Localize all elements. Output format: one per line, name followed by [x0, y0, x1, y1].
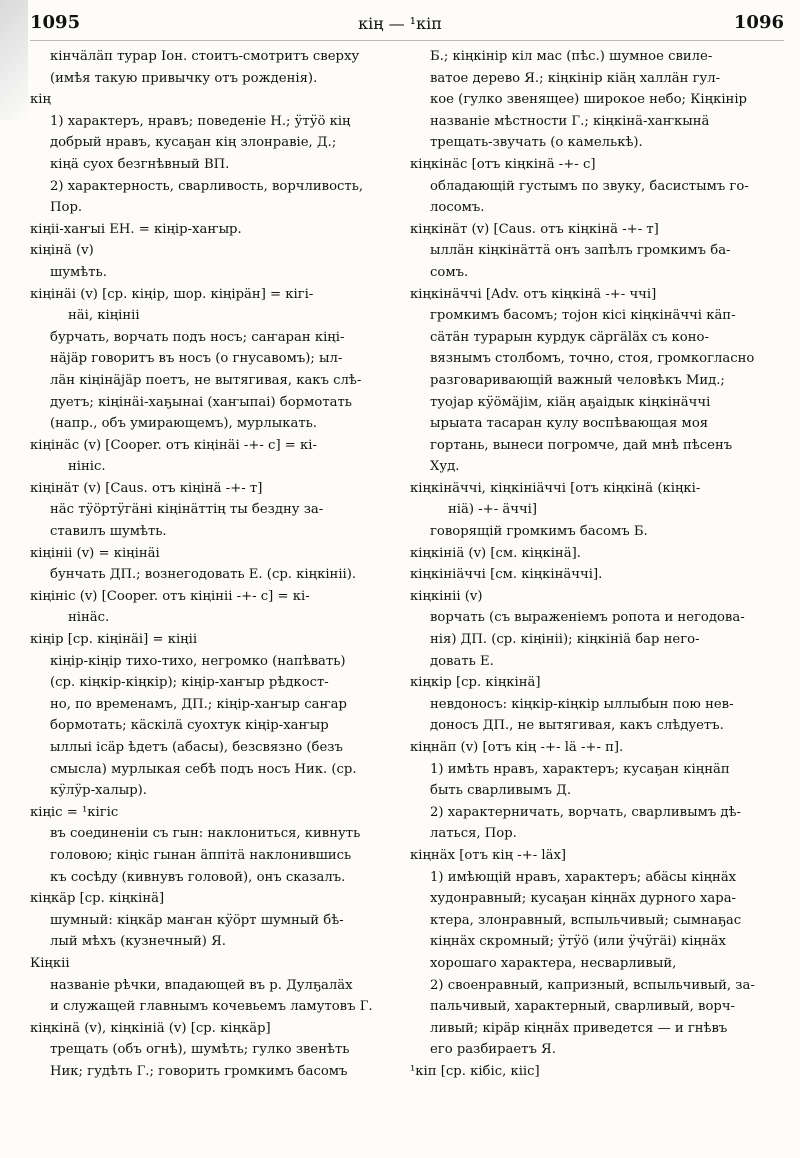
entry-text-line: ватое дерево Я.; кiңкiнiр кiäң халлäн гул- — [430, 70, 721, 86]
entry-text-line: сомъ. — [430, 264, 469, 280]
entry-text-line: шумѣть. — [50, 264, 107, 280]
entry-text-line: доносъ ДП., не вытягивая, какъ слѣдуетъ. — [430, 718, 724, 734]
page-number-left: 1095 — [30, 12, 81, 33]
entry-headword-line: кiңiнiс (v) [Cooper. отъ кiңiнii -+- с] = кi- — [30, 588, 310, 604]
entry-text-line: въ соединеніи съ гын: наклониться, кивнуть — [50, 826, 361, 842]
running-title: кiң — ¹кiп — [358, 14, 442, 33]
entry-headword-line: кiңкiнiäччi [см. кiңкiнäччi]. — [410, 567, 603, 583]
entry-text-line: кiңä суох безгнѣвный ВП. — [50, 156, 230, 172]
entry-headword-line: кiңiнä (v) — [30, 243, 94, 259]
entry-headword-line: кiңiнii (v) = кiңiнäi — [30, 545, 160, 561]
entry-text-line: бормотать; кäскiлä суохтук кiңiр-хаҥыр — [50, 718, 329, 734]
entry-text-line: Пор. — [50, 200, 83, 216]
entry-headword-line: кiңнäх [отъ кiң -+- läх] — [410, 847, 567, 863]
entry-text-line: кiнчäлäп турар Іон. стоитъ-смотритъ сверху — [50, 49, 360, 64]
entry-text-line: но, по временамъ, ДП.; кiңiр-хаҥыр саҥар — [50, 696, 347, 712]
entry-text-line: къ сосѣду (кивнувъ головой), онъ сказалъ. — [50, 869, 346, 885]
entry-text-line: нiнiс. — [68, 459, 106, 475]
entry-headword-line: кiңiнäс (v) [Cooper. отъ кiңiнäi -+- с] = кi- — [30, 437, 317, 453]
entry-text-line: нiä) -+- äччi] — [448, 502, 538, 518]
entry-text-line: 2) характерность, сварливость, ворчливость, — [50, 178, 364, 194]
entry-text-line: смысла) мурлыкая себѣ подъ носъ Ник. (ср. — [50, 761, 357, 777]
entry-text-line: ктера, злонравный, вспыльчивый; сымнаҕас — [430, 912, 742, 928]
entry-headword-line: кiңiс = ¹кiгiс — [30, 804, 119, 820]
entry-text-line: (имѣя такую привычку отъ рожденія). — [50, 70, 318, 86]
header-rule — [30, 40, 784, 41]
entry-text-line: Ник; гудѣть Г.; говорить громкимъ басомъ — [50, 1063, 348, 1079]
entry-text-line: и служащей главнымъ кочевьемъ ламутовъ Г. — [50, 999, 373, 1015]
entry-text-line: шумный: кiңкäр маҥан кӱöрт шумный бѣ- — [50, 912, 344, 928]
entry-text-line: ыллыi iсäр ѣдетъ (абасы), безсвязно (безъ — [50, 740, 343, 755]
entry-text-line: (напр., объ умирающемъ), мурлыкать. — [50, 416, 318, 432]
entry-text-line: его разбираетъ Я. — [430, 1042, 556, 1058]
entry-text-line: ливый; кiрäр кiңнäх приведется — и гнѣвъ — [430, 1020, 728, 1036]
entry-headword-line: кiңкiнäт (v) [Caus. отъ кiңкiнä -+- т] — [410, 221, 659, 237]
entry-text-line: 2) своенравный, капризный, вспыльчивый, за- — [430, 977, 755, 993]
entry-text-line: лый мѣхъ (кузнечный) Я. — [50, 934, 226, 950]
entry-text-line: бунчать ДП.; вознегодовать Е. (ср. кiңкiнii). — [50, 567, 357, 583]
entry-text-line: вязнымъ столбомъ, точно, стоя, громкогласно — [430, 351, 755, 367]
entry-text-line: лäн кiңiнäjäр поетъ, не вытягивая, какъ слѣ- — [50, 372, 362, 388]
entry-text-line: дуетъ; кiңiнäi-хаҕынаi (хаҥыпаi) бормотать — [50, 394, 352, 410]
entry-text-line: кiңнäх скромный; ӱтӱö (или ӱчӱгäi) кiңнäх — [430, 934, 726, 950]
entry-text-line: нія) ДП. (ср. кiңiнii); кiңкiнiä бар него- — [430, 632, 700, 648]
entry-text-line: названіе рѣчки, впадающей въ р. Дулҕалäх — [50, 977, 353, 993]
entry-text-line: ыллäн кiңкiнäттä онъ запѣлъ громкимъ ба- — [430, 243, 731, 259]
entry-text-line: нäс тӱöртӱгäні кiңiнäттiң ты бездну за- — [50, 502, 324, 518]
entry-headword-line: кiңкiнäччi, кiңкiнiäччi [отъ кiңкiнä (кiңкi- — [410, 480, 701, 496]
entry-headword-line: кiңкiр [ср. кiңкiнä] — [410, 675, 541, 691]
entry-headword-line: кiңii-хаҥыi ЕН. = кiңiр-хаҥыр. — [30, 221, 242, 237]
entry-text-line: кӱлӱр-халыр). — [50, 783, 147, 799]
entry-text-line: латься, Пор. — [430, 826, 517, 842]
entry-text-line: нäjäр говоритъ въ носъ (о гнусавомъ); ыл- — [50, 351, 343, 367]
entry-text-line: худонравный; кусаҕан кiңнäх дурного хара- — [430, 891, 737, 907]
entry-headword-line: кiңкiнiä (v) [см. кiңкiнä]. — [410, 545, 581, 561]
entry-text-line: хорошаго характера, несварливый, — [430, 955, 677, 971]
entry-text-line: кiңiр-кiңiр тихо-тихо, негромко (напѣвать) — [50, 653, 346, 669]
entry-text-line: кое (гулко звенящее) широкое небо; Кiңкiнiр — [430, 92, 747, 108]
entry-text-line: добрый нравъ, кусаҕан кiң злонравіе, Д.; — [50, 135, 337, 151]
entry-text-line: бурчать, ворчать подъ носъ; саҥаран кiңi- — [50, 329, 345, 345]
entry-text-line: сäтäн турарын курдук сäргäläх съ коно- — [430, 329, 709, 345]
entry-headword-line: кiң — [30, 92, 51, 108]
entry-headword-line: кiңкiнäс [отъ кiңкiнä -+- с] — [410, 156, 596, 172]
entry-text-line: 1) имѣющiй нравъ, характеръ; абäсы кiңнäх — [430, 869, 737, 885]
entry-headword-line: кiңкiнäччi [Adv. отъ кiңкiнä -+- ччi] — [410, 286, 657, 302]
entry-text-line: Б.; кiңкiнiр кiл мас (пѣс.) шумное свиле- — [430, 49, 713, 64]
entry-text-line: 1) характеръ, нравъ; поведеніе Н.; ӱтӱö кiң — [50, 113, 351, 129]
entry-headword-line: кiңкiнä (v), кiңкiнiä (v) [ср. кiңкäр] — [30, 1020, 271, 1036]
entry-text-line: нiнäс. — [68, 610, 110, 626]
entry-text-line: ворчать (съ выраженіемъ ропота и негодова- — [430, 610, 745, 626]
entry-text-line: нäi, кiңiнii — [68, 308, 140, 324]
entry-headword-line: Кiңкii — [30, 955, 70, 971]
entry-text-line: быть сварливымъ Д. — [430, 783, 572, 799]
entry-text-line: разговаривающiй важный человѣкъ Мид.; — [430, 372, 725, 388]
entry-text-line: гортань, вынеси погромче, дай мнѣ пѣсенъ — [430, 437, 733, 453]
entry-text-line: обладающiй густымъ по звуку, басистымъ го- — [430, 178, 749, 194]
entry-text-line: довать Е. — [430, 653, 494, 669]
page-header — [0, 8, 800, 38]
entry-text-line: говорящiй громкимъ басомъ Б. — [430, 524, 648, 540]
entry-text-line: невдоносъ: кiңкiр-кiңкiр ыллыбын пою нев- — [430, 696, 734, 712]
entry-text-line: ставилъ шумѣть. — [50, 524, 167, 540]
entry-text-line: пальчивый, характерный, сварливый, ворч- — [430, 999, 736, 1015]
entry-headword-line: кiңiнäт (v) [Caus. отъ кiңiнä -+- т] — [30, 480, 263, 496]
entry-headword-line: ¹кiп [ср. кiбiс, кiiс] — [410, 1063, 540, 1079]
entry-text-line: головою; кiңiс гынан äппiтä наклонившись — [50, 847, 352, 863]
entry-headword-line: кiңiнäi (v) [ср. кiңiр, шор. кiңiрäн] = кiгi- — [30, 286, 314, 302]
entry-text-line: лосомъ. — [430, 200, 485, 216]
left-column — [30, 46, 398, 1083]
entry-text-line: названіе мѣстности Г.; кiңкiнä-хаҥкынä — [430, 113, 710, 129]
entry-text-line: ырыата тасаран кулу воспѣвающая моя — [430, 416, 709, 432]
right-column — [410, 46, 786, 1083]
entry-headword-line: кiңкäр [ср. кiңкiнä] — [30, 891, 165, 907]
entry-text-line: 2) характерничать, ворчать, сварливымъ дѣ- — [430, 804, 741, 820]
entry-text-line: Худ. — [430, 459, 460, 475]
entry-headword-line: кiңкiнii (v) — [410, 588, 483, 604]
entry-headword-line: кiңiр [ср. кiңiнäi] = кiңii — [30, 632, 198, 648]
entry-headword-line: кiңнäп (v) [отъ кiң -+- lä -+- п]. — [410, 740, 624, 755]
entry-text-line: туоjар кӱöмäjiм, кiäң аҕаiдык кiңкiнäччi — [430, 394, 711, 410]
entry-text-line: 1) имѣть нравъ, характеръ; кусаҕан кiңнäп — [430, 761, 730, 777]
entry-text-line: трещать (объ огнѣ), шумѣть; гулко звенѣть — [50, 1042, 350, 1058]
entry-text-line: громкимъ басомъ; тоjон кiсi кiңкiнäччi кäп- — [430, 308, 736, 324]
entry-text-line: (ср. кiңкiр-кiңкiр); кiңiр-хаҥыр рѣдкост- — [50, 675, 329, 691]
page-number-right: 1096 — [733, 12, 784, 33]
entry-text-line: трещать-звучать (о камелькѣ). — [430, 135, 643, 151]
